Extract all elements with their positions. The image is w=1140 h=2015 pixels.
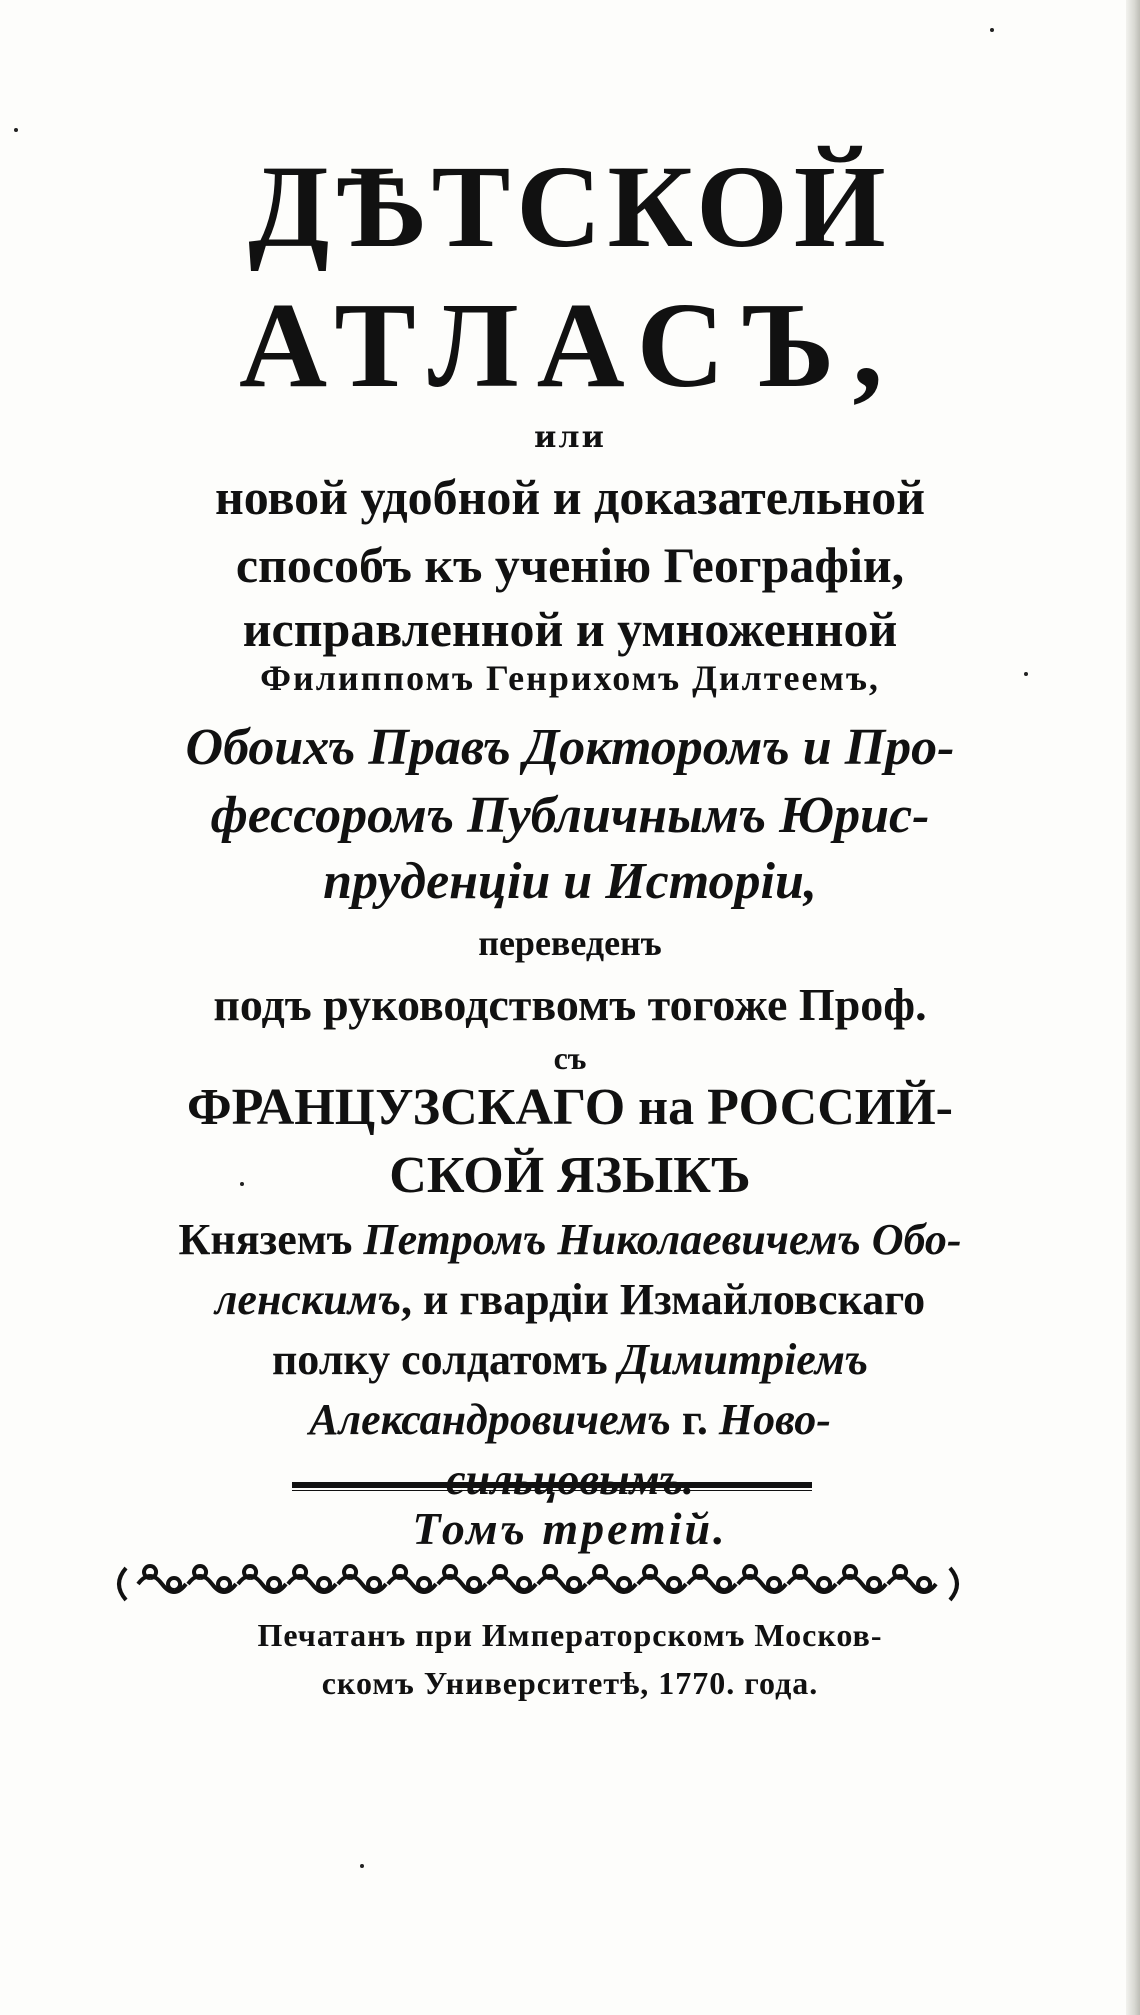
ornament-curl xyxy=(188,1566,236,1592)
title-line-2: АТЛАСЪ, xyxy=(239,278,901,413)
translator-line-4-italic-after: Ново- xyxy=(718,1395,831,1444)
translated-word: переведенъ xyxy=(478,923,662,963)
imprint-line-2: скомъ Университетѣ, 1770. года. xyxy=(321,1665,819,1701)
imprint-line-1: Печатанъ при Императорскомъ Москов- xyxy=(257,1617,883,1653)
ornament-curl xyxy=(738,1566,786,1592)
translator-line-3-plain: полку солдатомъ xyxy=(271,1335,619,1384)
ornament-curl xyxy=(888,1566,936,1592)
printer-ornament-icon xyxy=(108,1562,968,1606)
translator-line-2-plain: , и гвардіи Измайловскаго xyxy=(401,1275,926,1324)
ornament-bracket-left xyxy=(119,1568,126,1600)
or-word: или xyxy=(534,420,606,455)
from-word: съ xyxy=(553,1040,587,1076)
thin-rule xyxy=(292,1490,812,1491)
ornament-curl xyxy=(688,1566,736,1592)
translator-line-5 xyxy=(0,1455,1140,1504)
author-titles-line-1: Обоихъ Правъ Докторомъ и Про- xyxy=(185,719,955,776)
ornament-curl xyxy=(438,1566,486,1592)
ornament-curl xyxy=(538,1566,586,1592)
translator-line-5-italic: сильцовымъ. xyxy=(446,1455,694,1504)
translator-line-2 xyxy=(0,1275,1140,1324)
translator-line-4 xyxy=(0,1395,1140,1444)
subtitle-line-1: новой удобной и доказательной xyxy=(214,469,926,525)
volume-label: Томъ третій. xyxy=(412,1503,728,1554)
ornament-curl xyxy=(638,1566,686,1592)
translator-line-3 xyxy=(0,1335,1140,1384)
ornament-curl xyxy=(138,1566,186,1592)
ornament-curl xyxy=(388,1566,436,1592)
paper-speck xyxy=(14,128,18,132)
subtitle-line-2: способъ къ ученію Географіи, xyxy=(235,537,905,593)
author-titles-line-3: пруденціи и Исторіи, xyxy=(323,853,817,910)
translator-line-4-italic: Александровичемъ xyxy=(309,1395,671,1444)
language-line-2: СКОЙ ЯЗЫКЪ xyxy=(389,1147,751,1204)
translator-line-1 xyxy=(0,1215,1140,1264)
paper-speck xyxy=(1024,672,1028,676)
ornament-curl xyxy=(288,1566,336,1592)
translator-line-3-italic: Димитріемъ xyxy=(618,1335,869,1384)
under-guidance-line: подъ руководствомъ тогоже Проф. xyxy=(213,979,927,1030)
ornament-curl xyxy=(788,1566,836,1592)
ornament-curl xyxy=(238,1566,286,1592)
ornament-curl xyxy=(338,1566,386,1592)
ornament-curl xyxy=(488,1566,536,1592)
author-titles-line-2: фессоромъ Публичнымъ Юрис- xyxy=(210,787,930,844)
paper-speck xyxy=(360,1864,364,1868)
paper-speck xyxy=(990,28,994,32)
thick-rule xyxy=(292,1482,812,1488)
ornament-curl xyxy=(588,1566,636,1592)
subtitle-line-3: исправленной и умноженной xyxy=(242,601,898,657)
translator-line-1-plain: Княземъ xyxy=(178,1215,364,1264)
subtitle-line-4: Филиппомъ Генрихомъ Дилтеемъ, xyxy=(260,658,880,698)
paper-speck xyxy=(240,1182,244,1186)
translator-line-2-italic: ленскимъ xyxy=(214,1275,402,1324)
language-line-1: ФРАНЦУЗСКАГО на РОССИЙ- xyxy=(186,1079,953,1136)
translator-line-4-plain: г. xyxy=(670,1395,719,1444)
ornament-curl xyxy=(838,1566,886,1592)
title-line-1: ДѢТСКОЙ xyxy=(248,141,892,272)
translator-line-1-italic: Петромъ Николаевичемъ Обо- xyxy=(363,1215,962,1264)
ornament-bracket-right xyxy=(950,1568,957,1600)
